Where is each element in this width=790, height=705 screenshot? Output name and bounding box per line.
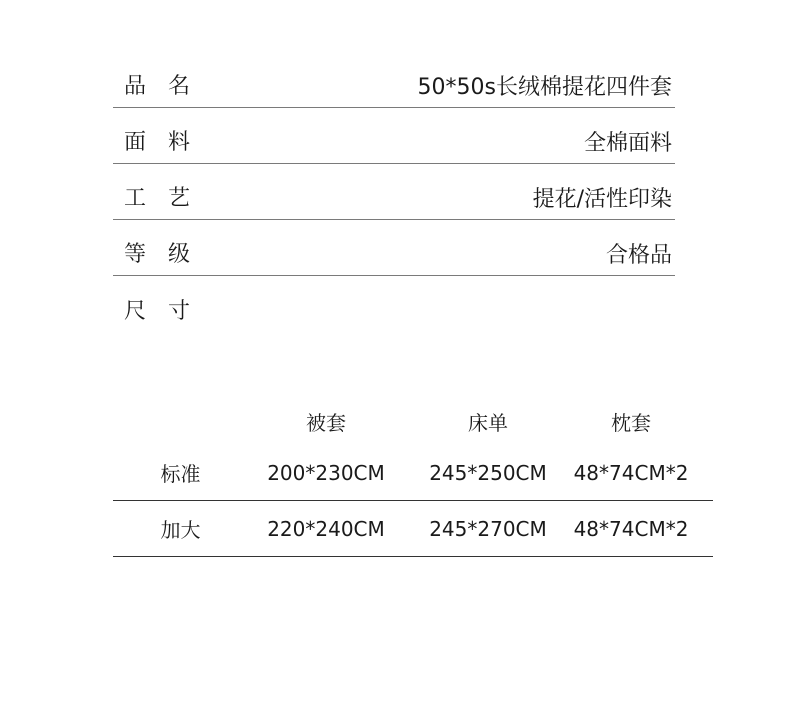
spec-value: 全棉面料 bbox=[583, 131, 672, 156]
table-cell: 220*240CM bbox=[267, 516, 385, 541]
header-cell: 被套 bbox=[306, 411, 346, 435]
table-cell: 245*250CM bbox=[429, 460, 547, 485]
spec-label: 尺寸 bbox=[124, 299, 213, 324]
table-cell: 245*270CM bbox=[429, 516, 547, 541]
spec-label: 面料 bbox=[124, 130, 213, 155]
size-name-cell: 标准 bbox=[160, 462, 201, 486]
spec-row-size bbox=[113, 276, 675, 332]
spec-value: 50*50s长绒棉提花四件套 bbox=[417, 75, 672, 100]
spec-label: 品名 bbox=[124, 74, 213, 99]
spec-label: 工艺 bbox=[124, 186, 213, 211]
size-table bbox=[113, 400, 713, 557]
spec-label: 等级 bbox=[124, 242, 213, 267]
spec-value: 提花/活性印染 bbox=[532, 187, 672, 212]
header-cell bbox=[123, 400, 238, 445]
header-cell: 床单 bbox=[468, 411, 508, 435]
size-name-cell: 加大 bbox=[160, 518, 201, 542]
table-row bbox=[113, 501, 713, 557]
spec-row-grade bbox=[113, 220, 675, 276]
table-cell: 48*74CM*2 bbox=[573, 460, 689, 485]
table-cell: 200*230CM bbox=[267, 460, 385, 485]
table-row bbox=[113, 445, 713, 501]
product-spec-table bbox=[113, 52, 675, 332]
spec-row-craft bbox=[113, 164, 675, 220]
table-cell: 48*74CM*2 bbox=[573, 516, 689, 541]
spec-value: 合格品 bbox=[605, 243, 672, 268]
size-table-header bbox=[113, 400, 713, 445]
spec-row-name bbox=[113, 52, 675, 108]
spec-row-fabric bbox=[113, 108, 675, 164]
header-cell: 枕套 bbox=[611, 411, 651, 435]
